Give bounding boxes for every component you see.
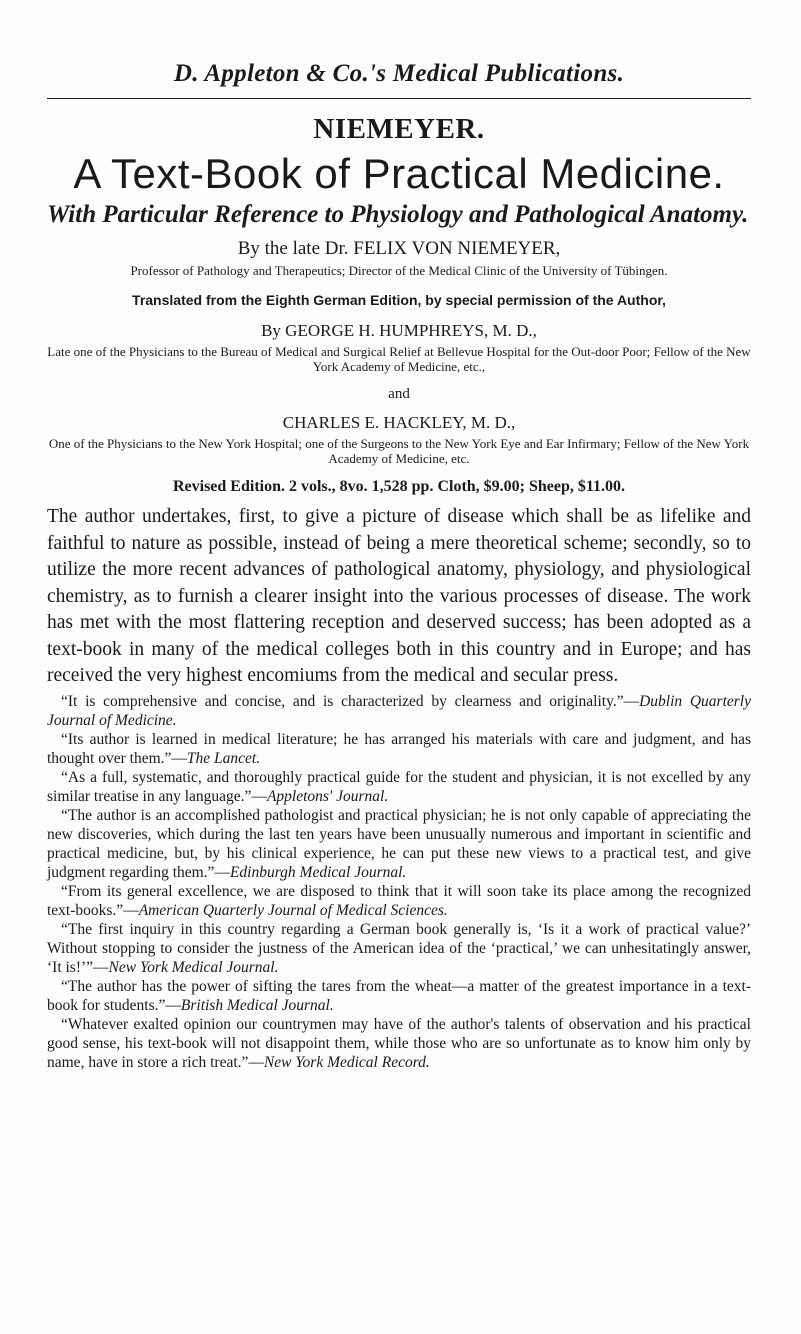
review-source: British Medical Journal. bbox=[180, 996, 334, 1014]
running-head: D. Appleton & Co.'s Medical Publications. bbox=[173, 60, 625, 87]
edition-info: Revised Edition. 2 vols., 8vo. 1,528 pp. Cloth, $9.00; Sheep, $11.00. bbox=[172, 478, 626, 495]
book-subtitle: With Particular Reference to Physiology and Pathological Anatomy. bbox=[47, 201, 749, 228]
reviews-list bbox=[47, 692, 751, 1072]
review-source: Appletons' Journal. bbox=[266, 787, 389, 805]
review-source: New York Medical Record. bbox=[263, 1053, 430, 1071]
review-item: “The author has the power of sifting the tares from the wheat—a matter of the greatest importance in a text-book for students.”—British Medical Journal. bbox=[47, 977, 751, 1014]
review-text: “Whatever exalted opinion our countrymen may have of the author's talents of observation and his practical good sense, his text-book will not disappoint them, while those who are so unfortunate as to know him only by name, have in store a rich treat.” bbox=[47, 1015, 751, 1071]
review-text: “From its general excellence, we are disposed to think that it will soon take its place among the recognized text-books.” bbox=[47, 882, 751, 919]
review-source: Edinburgh Medical Journal. bbox=[229, 863, 407, 881]
translator-1-credentials: Late one of the Physicians to the Bureau of Medical and Surgical Relief at Bellevue Hospital for the Out-door Poor; Fellow of the New York Academy of Medicine, etc., bbox=[47, 344, 751, 374]
review-source: The Lancet. bbox=[186, 749, 261, 767]
review-text: “The first inquiry in this country regarding a German book generally is, ‘Is it a work of practical value?’ Without stopping to consider the justness of the American idea of the ‘practical,’ we can unhesitatingly answer, ‘It is!’” bbox=[47, 920, 751, 976]
review-text: “As a full, systematic, and thoroughly practical guide for the student and physician, it is not excelled by any similar treatise in any language.” bbox=[47, 768, 751, 805]
translator-1-name: By GEORGE H. HUMPHREYS, M. D., bbox=[261, 321, 537, 340]
book-title: A Text-Book of Practical Medicine. bbox=[73, 150, 725, 197]
review-item: “Its author is learned in medical literature; he has arranged his materials with care and judgment, and has thought over them.”—The Lancet. bbox=[47, 730, 751, 767]
review-source: American Quarterly Journal of Medical Sciences. bbox=[138, 901, 448, 919]
translation-note: Translated from the Eighth German Edition, by special permission of the Author, bbox=[132, 292, 666, 308]
review-text: “Its author is learned in medical literature; he has arranged his materials with care and judgment, and has thought over them.” bbox=[47, 730, 751, 767]
author-credentials: Professor of Pathology and Therapeutics; Director of the Medical Clinic of the University of Tübingen. bbox=[130, 263, 668, 278]
conjunction: and bbox=[388, 386, 410, 402]
review-item: “As a full, systematic, and thoroughly practical guide for the student and physician, it is not excelled by any similar treatise in any language.”—Appletons' Journal. bbox=[47, 768, 751, 805]
review-item: “It is comprehensive and concise, and is characterized by clearness and originality.”—Dublin Quarterly Journal of Medicine. bbox=[47, 692, 751, 729]
review-item: “The first inquiry in this country regarding a German book generally is, ‘Is it a work of practical value?’ Without stopping to consider the justness of the American idea of the ‘practical,’ we can unhesitatingly answer, ‘It is!’”—New York Medical Journal. bbox=[47, 920, 751, 976]
review-text: “The author is an accomplished pathologist and practical physician; he is not only capable of appreciating the new discoveries, which during the last ten years have been unusually numerous and important in scientific and practical medicine, but, by his clinical experience, he can put these new views to a practical test, and give judgment regarding them.” bbox=[47, 806, 751, 881]
review-text: “It is comprehensive and concise, and is characterized by clearness and originality.” bbox=[61, 692, 624, 710]
translator-2-credentials: One of the Physicians to the New York Hospital; one of the Surgeons to the New York Eye and Ear Infirmary; Fellow of the New York Academy of Medicine, etc. bbox=[48, 436, 750, 466]
review-source: New York Medical Journal. bbox=[108, 958, 279, 976]
description-paragraph: The author undertakes, first, to give a picture of disease which shall be as lifelike and faithful to nature as possible, instead of being a mere theoretical scheme; secondly, so to utilize the more recent advances of pathological anatomy, physiology, and physiological chemistry, as to furnish a clearer insight into the various processes of disease. The work has met with the most flattering reception and deserved success; has been adopted as a text-book in many of the medical colleges both in this country and in Europe; and has received the very highest encomiums from the medical and secular press. bbox=[47, 506, 751, 686]
header-rule bbox=[47, 98, 751, 99]
review-item: “Whatever exalted opinion our countrymen may have of the author's talents of observation and his practical good sense, his text-book will not disappoint them, while those who are so unfortunate as to know him only by name, have in store a rich treat.”—New York Medical Record. bbox=[47, 1015, 751, 1071]
author-byline: By the late Dr. FELIX VON NIEMEYER, bbox=[237, 238, 561, 259]
review-item: “From its general excellence, we are disposed to think that it will soon take its place among the recognized text-books.”—American Quarterly Journal of Medical Sciences. bbox=[47, 882, 751, 919]
translator-2-name: CHARLES E. HACKLEY, M. D., bbox=[282, 413, 516, 432]
review-source: Dublin Quarterly Journal of Medicine. bbox=[47, 692, 751, 729]
review-text: “The author has the power of sifting the tares from the wheat—a matter of the greatest importance in a text-book for students.” bbox=[47, 977, 751, 1014]
review-item: “The author is an accomplished pathologist and practical physician; he is not only capable of appreciating the new discoveries, which during the last ten years have been unusually numerous and important in scientific and practical medicine, but, by his clinical experience, he can put these new views to a practical test, and give judgment regarding them.”—Edinburgh Medical Journal. bbox=[47, 806, 751, 881]
author-heading: NIEMEYER. bbox=[313, 113, 485, 145]
